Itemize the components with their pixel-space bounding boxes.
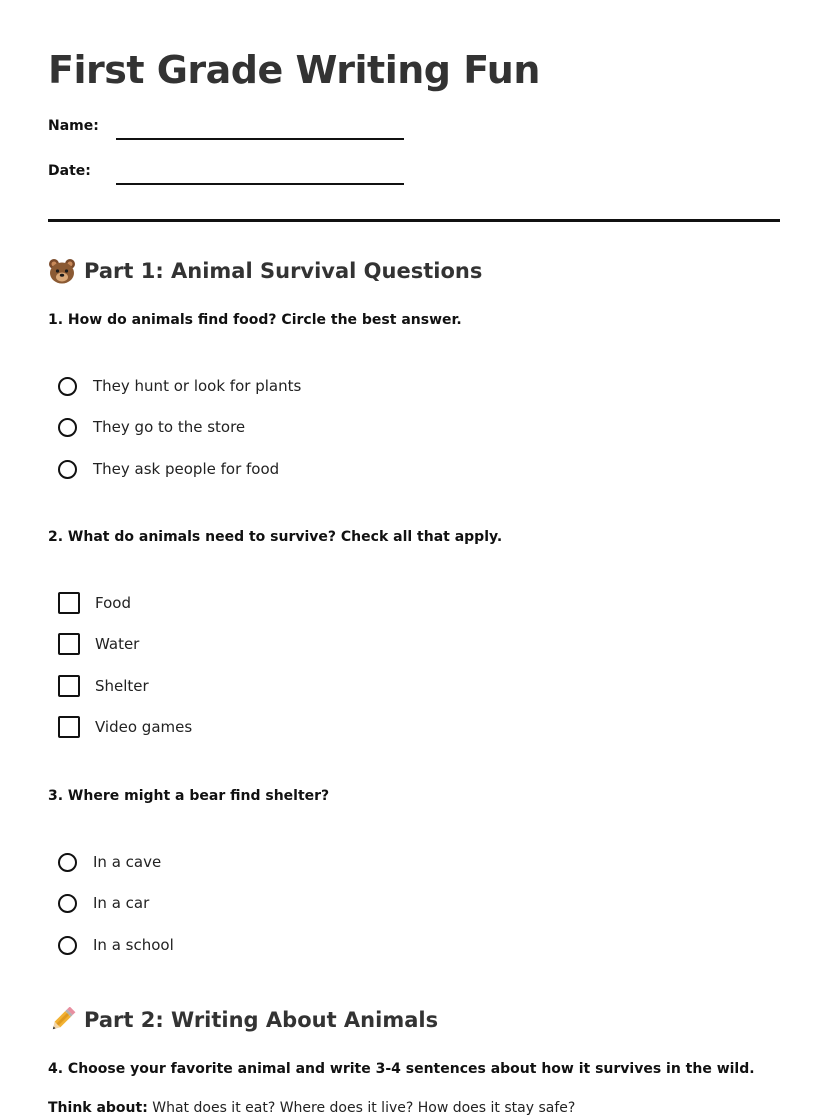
- radio-circle[interactable]: [58, 377, 77, 396]
- checkbox-square[interactable]: [58, 716, 80, 738]
- pencil-icon: [48, 1007, 76, 1033]
- radio-circle[interactable]: [58, 894, 77, 913]
- radio-circle[interactable]: [58, 418, 77, 437]
- q2-option-1[interactable]: [58, 591, 131, 615]
- name-label: Name:: [48, 118, 99, 134]
- question-4: 4. Choose your favorite animal and write 3-4 sentences about how it survives in the wild.: [48, 1061, 755, 1077]
- bear-face-icon: [48, 258, 76, 284]
- part1-heading-text: Part 1: Animal Survival Questions: [84, 259, 483, 283]
- option-label: In a school: [93, 936, 174, 954]
- think-about-text: What does it eat? Where does it live? How does it stay safe?: [147, 1100, 576, 1116]
- option-label: Food: [95, 594, 131, 612]
- radio-circle[interactable]: [58, 936, 77, 955]
- question-1: 1. How do animals find food? Circle the best answer.: [48, 312, 462, 328]
- think-about-hint: [48, 1100, 575, 1116]
- option-label: Water: [95, 635, 140, 653]
- question-3: 3. Where might a bear find shelter?: [48, 788, 330, 804]
- q3-option-2[interactable]: [58, 891, 149, 915]
- part2-heading-text: Part 2: Writing About Animals: [84, 1008, 439, 1032]
- date-write-line[interactable]: [116, 183, 404, 185]
- checkbox-square[interactable]: [58, 675, 80, 697]
- radio-circle[interactable]: [58, 853, 77, 872]
- date-field: [48, 163, 408, 187]
- checkbox-square[interactable]: [58, 633, 80, 655]
- q2-option-4[interactable]: [58, 715, 192, 739]
- date-label: Date:: [48, 163, 91, 179]
- question-2: 2. What do animals need to survive? Check all that apply.: [48, 529, 503, 545]
- q3-option-3[interactable]: [58, 933, 174, 957]
- part2-heading: [48, 1007, 438, 1033]
- radio-circle[interactable]: [58, 460, 77, 479]
- checkbox-square[interactable]: [58, 592, 80, 614]
- option-label: In a car: [93, 894, 150, 912]
- think-about-label: Think about:: [48, 1100, 148, 1116]
- worksheet-title: First Grade Writing Fun: [48, 48, 540, 92]
- q1-option-2[interactable]: [58, 415, 245, 439]
- q1-option-3[interactable]: [58, 457, 279, 481]
- q1-option-1[interactable]: [58, 374, 301, 398]
- option-label: They go to the store: [93, 418, 246, 436]
- q2-option-3[interactable]: [58, 674, 149, 698]
- option-label: In a cave: [93, 853, 162, 871]
- option-label: They ask people for food: [93, 460, 280, 478]
- q3-option-1[interactable]: [58, 850, 161, 874]
- option-label: They hunt or look for plants: [93, 377, 302, 395]
- part1-heading: [48, 258, 482, 284]
- option-label: Video games: [95, 718, 193, 736]
- option-label: Shelter: [95, 677, 149, 695]
- name-write-line[interactable]: [116, 138, 404, 140]
- name-field: [48, 118, 408, 142]
- q2-option-2[interactable]: [58, 632, 139, 656]
- header-divider: [48, 219, 780, 222]
